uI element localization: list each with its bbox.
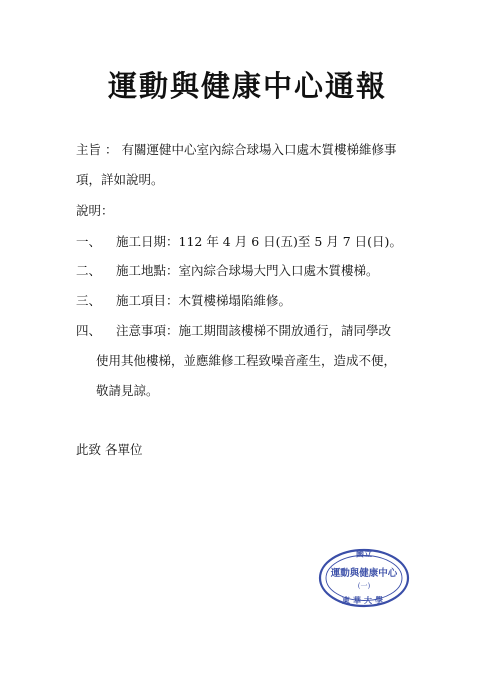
seal-sub-text: (一) <box>357 582 371 590</box>
item-3-text: 施工項目：木質樓梯塌陷維修。 <box>116 293 292 308</box>
item-4-marker: 四、 <box>76 323 102 338</box>
closing-line: 此致 各單位 <box>76 442 143 457</box>
subject-line-2: 項，詳如說明。 <box>76 172 164 187</box>
item-1-text: 施工日期：112 年 4 月 6 日(五)至 5 月 7 日(日)。 <box>116 234 402 249</box>
seal-top-text: 國立 <box>356 548 372 559</box>
item-3-marker: 三、 <box>76 293 102 308</box>
item-2-marker: 二、 <box>76 263 102 278</box>
item-1-marker: 一、 <box>76 234 102 249</box>
explain-label: 說明： <box>76 203 114 218</box>
official-seal-stamp <box>318 548 410 608</box>
item-4-continuation-2: 敬請見諒。 <box>96 383 159 398</box>
item-2-text: 施工地點：室內綜合球場大門入口處木質樓梯。 <box>116 263 379 278</box>
seal-middle-text: 運動與健康中心 <box>330 568 398 579</box>
subject-line-1: 主旨 ： 有關運健中心室內綜合球場入口處木質樓梯維修事 <box>76 142 397 157</box>
document-title: 運動與健康中心通報 <box>107 69 387 103</box>
item-4-text: 注意事項：施工期間該樓梯不開放通行，請同學改 <box>116 323 392 338</box>
item-4-continuation-1: 使用其他樓梯，並應維修工程致噪音產生，造成不便， <box>96 353 397 368</box>
seal-bottom-text: 東華大學 <box>342 595 386 605</box>
